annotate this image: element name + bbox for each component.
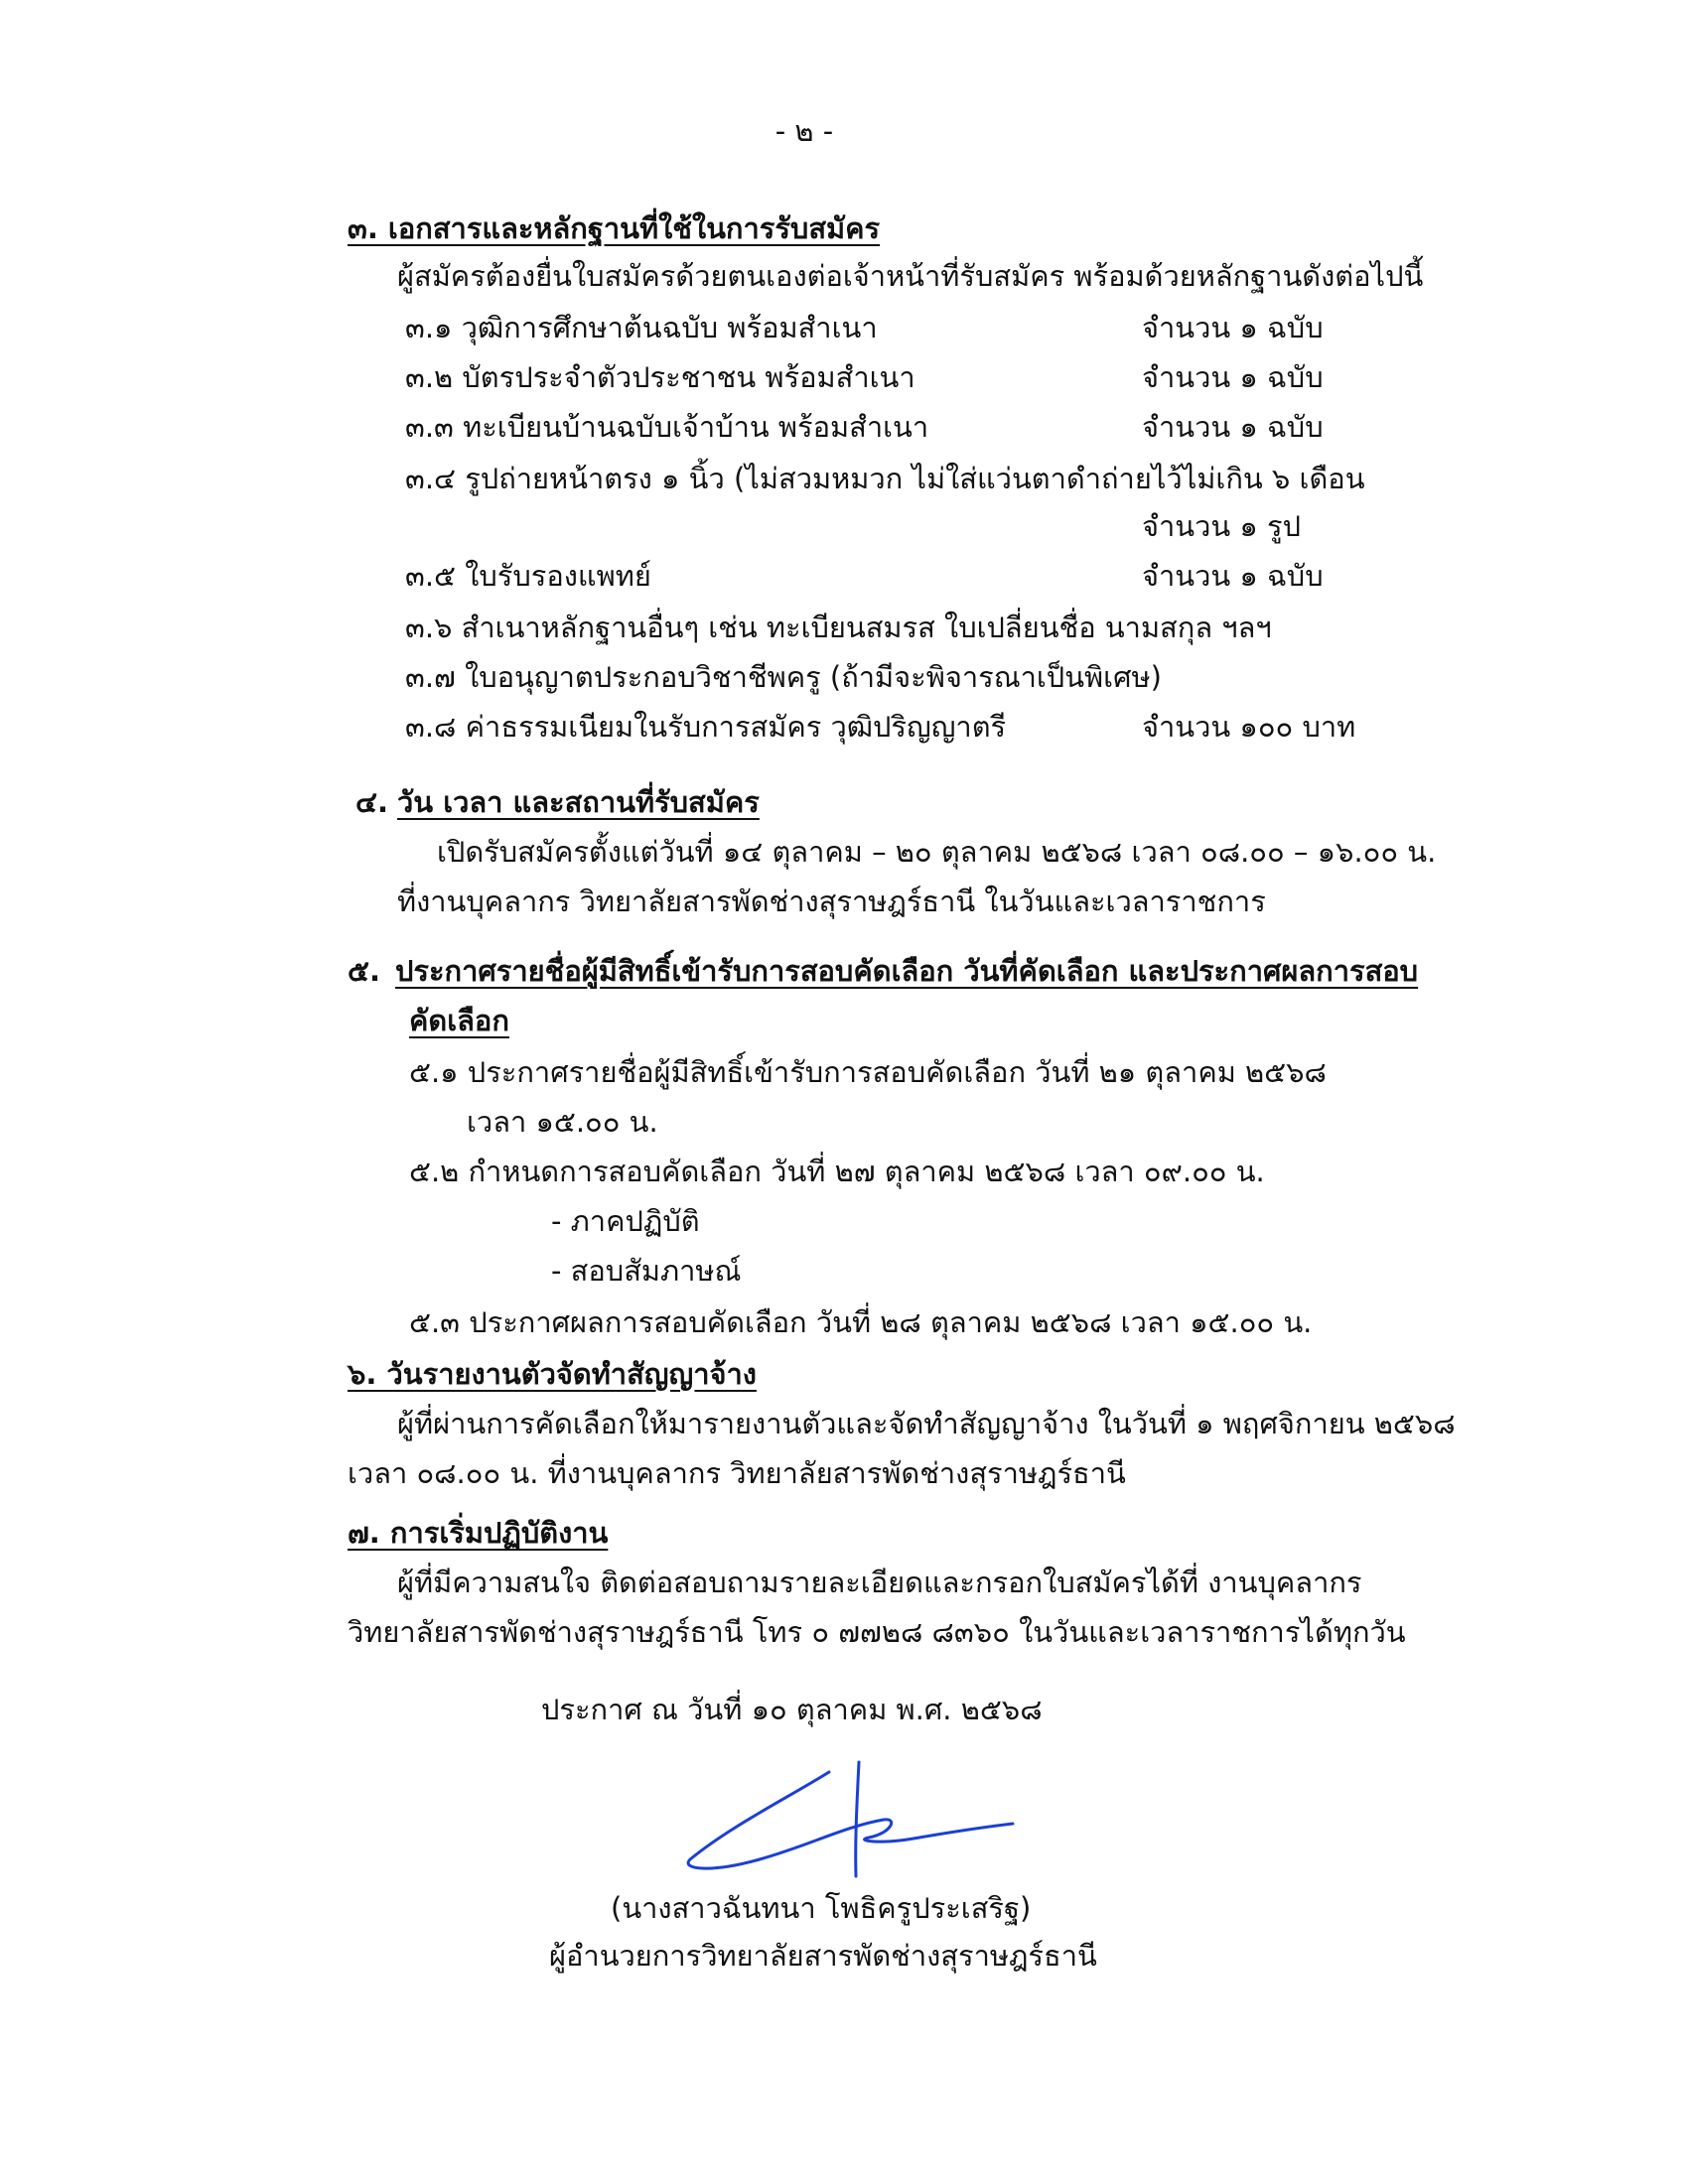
item-5-2: ๕.๒ กำหนดการสอบคัดเลือก วันที่ ๒๗ ตุลาคม ๒๕๖๘ เวลา ๐๙.๐๐ น. [409,1155,1265,1188]
item-3-1: ๓.๑ วุฒิการศึกษาต้นฉบับ พร้อมสำเนา [405,311,878,344]
item-5-1-time: เวลา ๑๕.๐๐ น. [467,1105,658,1139]
item-3-7: ๓.๗ ใบอนุญาตประกอบวิชาชีพครู (ถ้ามีจะพิจารณาเป็นพิเศษ) [405,660,1162,694]
section-5-heading-cont: คัดเลือก [409,1004,509,1037]
item-5-2-sub-interview: - สอบสัมภาษณ์ [551,1254,742,1288]
announcement-date: ประกาศ ณ วันที่ ๑๐ ตุลาคม พ.ศ. ๒๕๖๘ [541,1693,1043,1726]
section-7-line-2: วิทยาลัยสารพัดช่างสุราษฎร์ธานี โทร ๐ ๗๗๒๘ ๘๓๖๐ ในวันและเวลาราชการได้ทุกวัน [348,1615,1406,1649]
section-5-heading: ประกาศรายชื่อผู้มีสิทธิ์เข้ารับการสอบคัดเลือก วันที่คัดเลือก และประกาศผลการสอบ [395,954,1419,988]
item-5-1: ๕.๑ ประกาศรายชื่อผู้มีสิทธิ์เข้ารับการสอบคัดเลือก วันที่ ๒๑ ตุลาคม ๒๕๖๘ [409,1055,1327,1089]
section-7-heading: ๗. การเริ่มปฏิบัติงาน [348,1516,609,1550]
section-5-number: ๕. [348,954,380,988]
item-3-4: ๓.๔ รูปถ่ายหน้าตรง ๑ นิ้ว (ไม่สวมหมวก ไม่ใส่แว่นตาดำถ่ายไว้ไม่เกิน ๖ เดือน [405,462,1365,495]
section-4-line-2: ที่งานบุคลากร วิทยาลัยสารพัดช่างสุราษฎร์ธานี ในวันและเวลาราชการ [397,885,1266,918]
section-6-line-2: เวลา ๐๘.๐๐ น. ที่งานบุคลากร วิทยาลัยสารพัดช่างสุราษฎร์ธานี [348,1456,1126,1490]
item-3-8: ๓.๘ ค่าธรรมเนียมในรับการสมัคร วุฒิปริญญาตรี [405,710,1007,744]
section-4-number: ๔. [355,785,388,819]
item-3-6: ๓.๖ สำเนาหลักฐานอื่นๆ เช่น ทะเบียนสมรส ใบเปลี่ยนชื่อ นามสกุล ฯลฯ [405,611,1272,644]
section-4-heading: วัน เวลา และสถานที่รับสมัคร [397,785,760,819]
section-3-heading: ๓. เอกสารและหลักฐานที่ใช้ในการรับสมัคร [348,211,881,245]
item-3-2: ๓.๒ บัตรประจำตัวประชาชน พร้อมสำเนา [405,360,915,394]
item-3-2-qty: จำนวน ๑ ฉบับ [1142,360,1324,394]
item-3-3: ๓.๓ ทะเบียนบ้านฉบับเจ้าบ้าน พร้อมสำเนา [405,410,929,444]
signature-mark [670,1742,1028,1881]
signer-name: (นางสาวฉันทนา โพธิครูประเสริฐ) [611,1891,1032,1925]
section-3-intro: ผู้สมัครต้องยื่นใบสมัครด้วยตนเองต่อเจ้าหน้าที่รับสมัคร พร้อมด้วยหลักฐานดังต่อไปนี้ [397,259,1424,293]
section-4-line-1: เปิดรับสมัครตั้งแต่วันที่ ๑๔ ตุลาคม – ๒๐ ตุลาคม ๒๕๖๘ เวลา ๐๘.๐๐ – ๑๖.๐๐ น. [437,835,1437,869]
item-3-5: ๓.๕ ใบรับรองแพทย์ [405,559,651,593]
item-3-4-qty: จำนวน ๑ รูป [1142,509,1302,543]
item-5-2-sub-practical: - ภาคปฏิบัติ [551,1204,700,1238]
section-7-line-1: ผู้ที่มีความสนใจ ติดต่อสอบถามรายละเอียดและกรอกใบสมัครได้ที่ งานบุคลากร [397,1566,1362,1599]
item-3-1-qty: จำนวน ๑ ฉบับ [1142,311,1324,344]
item-3-5-qty: จำนวน ๑ ฉบับ [1142,559,1324,593]
page-number: - ๒ - [774,114,834,148]
section-6-line-1: ผู้ที่ผ่านการคัดเลือกให้มารายงานตัวและจัดทำสัญญาจ้าง ในวันที่ ๑ พฤศจิกายน ๒๕๖๘ [397,1407,1456,1440]
signer-title: ผู้อำนวยการวิทยาลัยสารพัดช่างสุราษฎร์ธานี [549,1939,1097,1973]
item-5-3: ๕.๓ ประกาศผลการสอบคัดเลือก วันที่ ๒๘ ตุลาคม ๒๕๖๘ เวลา ๑๕.๐๐ น. [409,1305,1313,1339]
item-3-8-qty: จำนวน ๑๐๐ บาท [1142,710,1356,744]
section-6-heading: ๖. วันรายงานตัวจัดทำสัญญาจ้าง [348,1357,757,1391]
item-3-3-qty: จำนวน ๑ ฉบับ [1142,410,1324,444]
